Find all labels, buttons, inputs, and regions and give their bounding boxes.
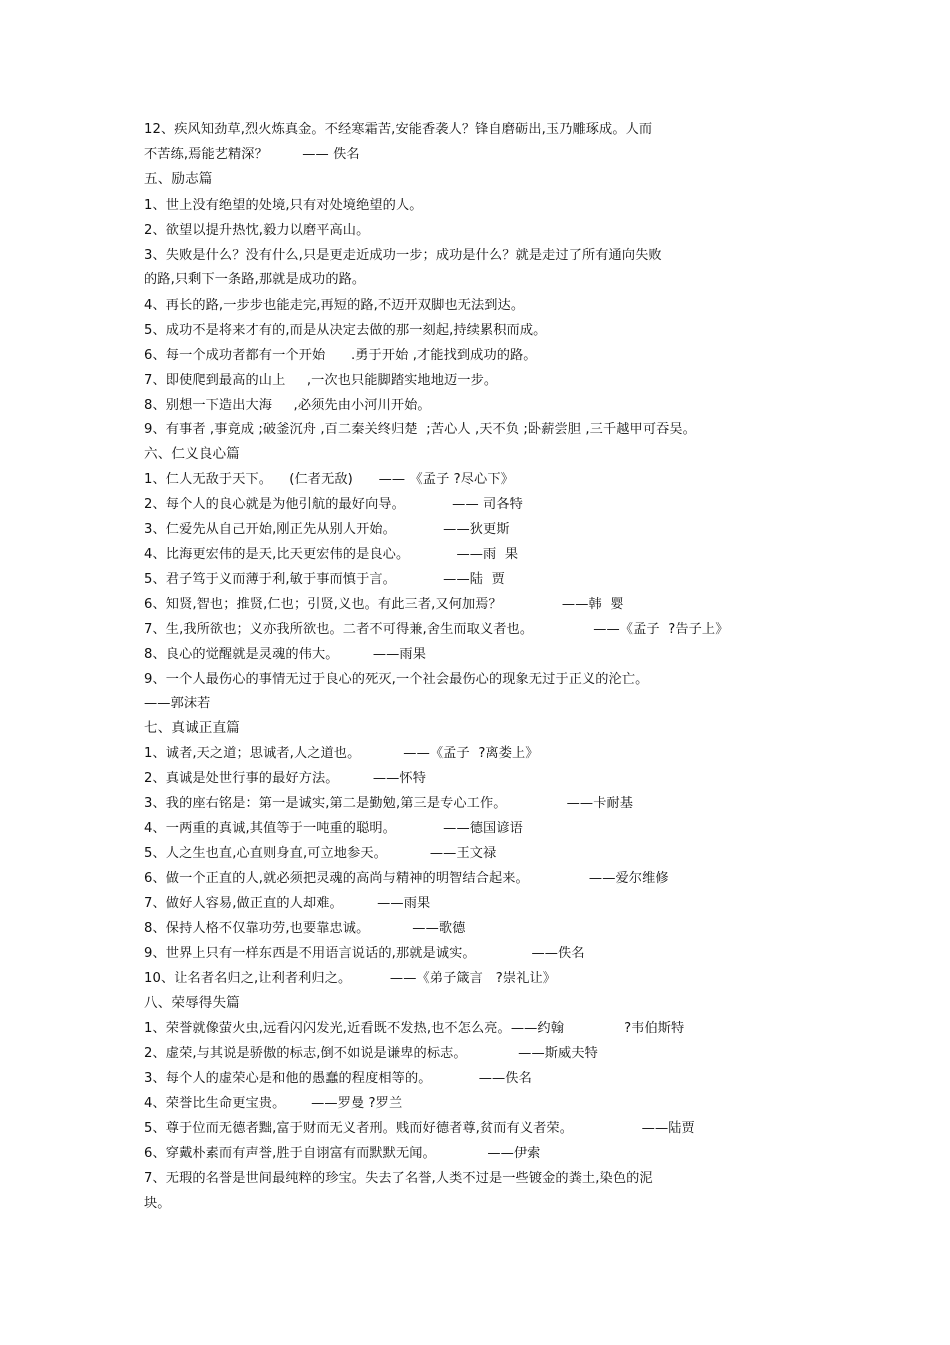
quote-line: 4、比海更宏伟的是天,比天更宏伟的是良心。 ——雨 果 [144, 547, 519, 562]
quote-line: 6、做一个正直的人,就必须把灵魂的高尚与精神的明智结合起来。 ——爱尔维修 [144, 871, 669, 886]
quote-line: 8、保持人格不仅靠功劳,也要靠忠诚。 ——歌德 [144, 921, 466, 936]
quote-line: 3、我的座右铭是：第一是诚实,第二是勤勉,第三是专心工作。 ——卡耐基 [144, 796, 634, 811]
quote-line: 1、诚者,天之道；思诚者,人之道也。 ——《孟子 ?离娄上》 [144, 746, 539, 761]
quote-line: 4、再长的路,一步步也能走完,再短的路,不迈开双脚也无法到达。 [144, 298, 525, 313]
quote-line: 9、一个人最伤心的事情无过于良心的死灭,一个社会最伤心的现象无过于正义的沦亡。 [144, 672, 649, 687]
quote-line: 2、每个人的良心就是为他引航的最好向导。 —— 司各特 [144, 497, 523, 512]
quote-line: 2、虚荣,与其说是骄傲的标志,倒不如说是谦卑的标志。 ——斯威夫特 [144, 1046, 598, 1061]
quote-line: 6、知贤,智也；推贤,仁也；引贤,义也。有此三者,又何加焉？ ——韩 婴 [144, 597, 624, 612]
quote-line: 5、君子笃于义而薄于利,敏于事而慎于言。 ——陆 贾 [144, 572, 505, 587]
quote-line: 4、荣誉比生命更宝贵。 ——罗曼 ?罗兰 [144, 1096, 403, 1111]
quote-line: 1、仁人无敌于天下。 (仁者无敌) —— 《孟子 ?尽心下》 [144, 472, 514, 487]
quote-line: 8、良心的觉醒就是灵魂的伟大。 ——雨果 [144, 647, 426, 662]
quote-line: 5、成功不是将来才有的,而是从决定去做的那一刻起,持续累积而成。 [144, 323, 547, 338]
quote-line: 3、仁爱先从自己开始,刚正先从别人开始。 ——狄更斯 [144, 522, 510, 537]
quote-line: ——郭沫若 [144, 696, 211, 711]
section-heading: 五、励志篇 [144, 171, 213, 187]
quote-line: 6、穿戴朴素而有声誉,胜于自诩富有而默默无闻。 ——伊索 [144, 1146, 541, 1161]
quote-line: 9、有事者 ,事竟成 ;破釜沉舟 ,百二秦关终归楚 ;苦心人 ,天不负 ;卧薪尝胆 ,三千越甲可吞吴。 [144, 422, 696, 437]
quote-line: 1、荣誉就像萤火虫,远看闪闪发光,近看既不发热,也不怎么亮。——约翰 ?韦伯斯特 [144, 1021, 685, 1036]
quote-line: 1、世上没有绝望的处境,只有对处境绝望的人。 [144, 198, 423, 213]
section-heading: 六、仁义良心篇 [144, 446, 240, 462]
quote-line: 8、别想一下造出大海 ,必须先由小河川开始。 [144, 398, 431, 413]
quote-line: 10、让名者名归之,让利者利归之。 ——《弟子箴言 ?崇礼让》 [144, 971, 557, 986]
quote-line: 7、生,我所欲也；义亦我所欲也。二者不可得兼,舍生而取义者也。 ——《孟子 ?告子上》 [144, 622, 729, 637]
quote-line: 6、每一个成功者都有一个开始 .勇于开始 ,才能找到成功的路。 [144, 348, 537, 363]
section-heading: 七、真诚正直篇 [144, 720, 240, 736]
quote-line: 2、真诚是处世行事的最好方法。 ——怀特 [144, 771, 426, 786]
section-heading: 八、荣辱得失篇 [144, 995, 240, 1011]
quote-line: 12、疾风知劲草,烈火炼真金。不经寒霜苦,安能香袭人？锋自磨砺出,玉乃雕琢成。人而 [144, 122, 653, 137]
quote-line: 不苦练,焉能艺精深？ —— 佚名 [144, 147, 360, 162]
quote-line: 的路,只剩下一条路,那就是成功的路。 [144, 272, 366, 287]
quote-line: 7、做好人容易,做正直的人却难。 ——雨果 [144, 896, 431, 911]
quote-line: 块。 [144, 1196, 171, 1211]
quote-line: 3、每个人的虚荣心是和他的愚蠢的程度相等的。 ——佚名 [144, 1071, 532, 1086]
quote-line: 3、失败是什么？没有什么,只是更走近成功一步；成功是什么？就是走过了所有通向失败 [144, 248, 662, 263]
quote-line: 5、尊于位而无德者黜,富于财而无义者刑。贱而好德者尊,贫而有义者荣。 ——陆贾 [144, 1121, 695, 1136]
quote-line: 7、即使爬到最高的山上 ,一次也只能脚踏实地地迈一步。 [144, 373, 498, 388]
quote-line: 5、人之生也直,心直则身直,可立地参天。 ——王文禄 [144, 846, 497, 861]
quote-line: 7、无瑕的名誉是世间最纯粹的珍宝。失去了名誉,人类不过是一些镀金的粪土,染色的泥 [144, 1171, 653, 1186]
quote-line: 2、欲望以提升热忱,毅力以磨平高山。 [144, 223, 370, 238]
quote-line: 4、一两重的真诚,其值等于一吨重的聪明。 ——德国谚语 [144, 821, 523, 836]
quote-line: 9、世界上只有一样东西是不用语言说话的,那就是诚实。 ——佚名 [144, 946, 585, 961]
